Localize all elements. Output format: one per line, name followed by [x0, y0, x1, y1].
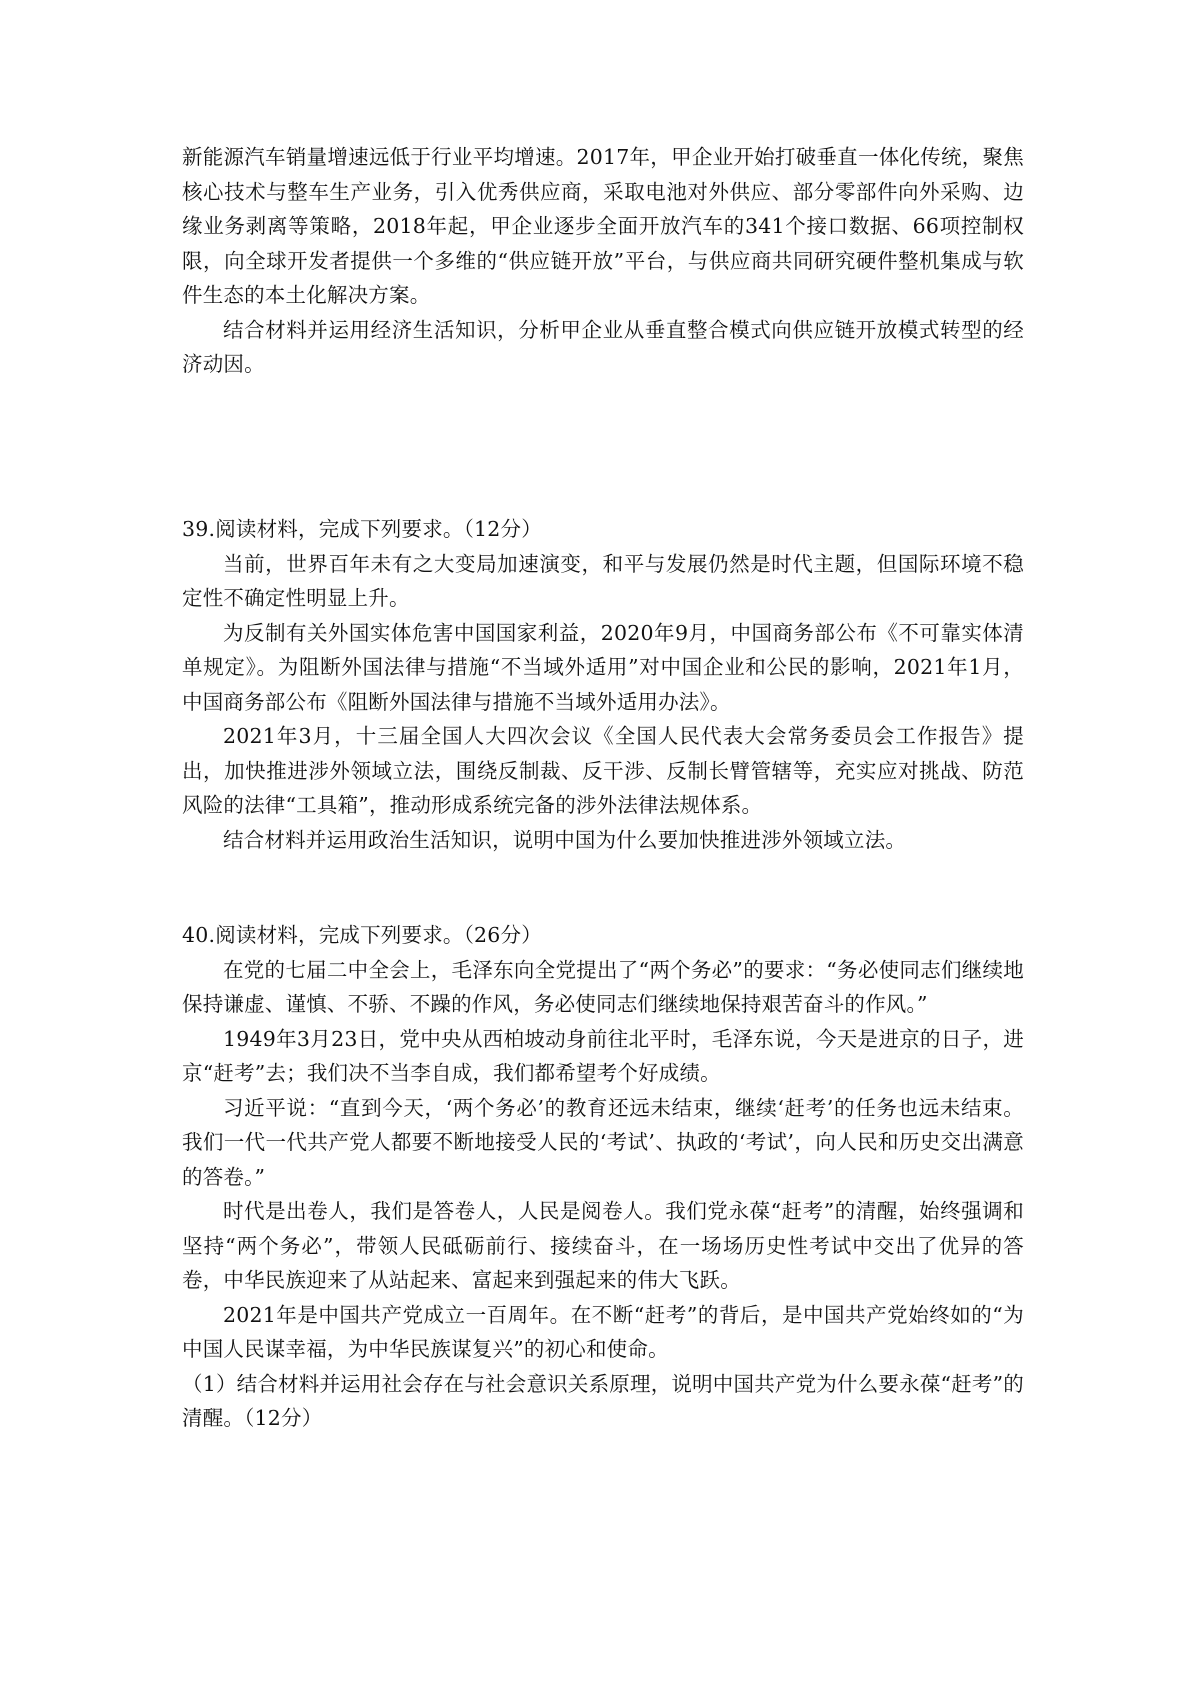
- q39-paragraph: 为反制有关外国实体危害中国国家利益，2020年9月，中国商务部公布《不可靠实体清单规定》。为阻断外国法律与措施“不当域外适用”对中国企业和公民的影响，2021年1月，中国商务部公布《阻断外国法律与措施不当域外适用办法》。: [182, 620, 1024, 714]
- q38-material-paragraph: 新能源汽车销量增速远低于行业平均增速。2017年，甲企业开始打破垂直一体化传统，聚焦核心技术与整车生产业务，引入优秀供应商，采取电池对外供应、部分零部件向外采购、边缘业务剥离等策略，2018年起，甲企业逐步全面开放汽车的341个接口数据、66项控制权限，向全球开发者提供一个多维的“供应链开放”平台，与供应商共同研究硬件整机集成与软件生态的本土化解决方案。: [182, 145, 1024, 307]
- question-39: [182, 512, 1024, 857]
- q39-paragraph: 2021年3月，十三届全国人大四次会议《全国人民代表大会常务委员会工作报告》提出，加快推进涉外领域立法，围绕反制裁、反干涉、反制长臂管辖等，充实应对挑战、防范风险的法律“工具箱”，推动形成系统完备的涉外法律法规体系。: [182, 724, 1024, 817]
- q40-paragraph: 习近平说：“直到今天，‘两个务必’的教育还远未结束，继续‘赶考’的任务也远未结束。我们一代一代共产党人都要不断地接受人民的‘考试’、执政的‘考试’，向人民和历史交出满意的答卷。”: [182, 1095, 1024, 1189]
- question-40: [182, 918, 1024, 1436]
- question-38-tail: [182, 140, 1024, 382]
- q40-heading: 40.阅读材料，完成下列要求。（26分）: [182, 923, 542, 947]
- q39-paragraph: 当前，世界百年未有之大变局加速演变，和平与发展仍然是时代主题，但国际环境不稳定性不确定性明显上升。: [182, 551, 1024, 610]
- q38-task: 结合材料并运用经济生活知识，分析甲企业从垂直整合模式向供应链开放模式转型的经济动因。: [182, 317, 1024, 376]
- q40-paragraph: 在党的七届二中全会上，毛泽东向全党提出了“两个务必”的要求：“务必使同志们继续地保持谦虚、谨慎、不骄、不躁的作风，务必使同志们继续地保持艰苦奋斗的作风。”: [182, 957, 1024, 1016]
- q39-task: 结合材料并运用政治生活知识，说明中国为什么要加快推进涉外领域立法。: [223, 827, 907, 852]
- q40-paragraph: 时代是出卷人，我们是答卷人，人民是阅卷人。我们党永葆“赶考”的清醒，始终强调和坚持“两个务必”，带领人民砥砺前行、接续奋斗，在一场场历史性考试中交出了优异的答卷，中华民族迎来了从站起来、富起来到强起来的伟大飞跃。: [182, 1199, 1024, 1292]
- q40-paragraph: 1949年3月23日，党中央从西柏坡动身前往北平时，毛泽东说，今天是进京的日子，进京“赶考”去；我们决不当李自成，我们都希望考个好成绩。: [182, 1026, 1024, 1085]
- q39-heading: 39.阅读材料，完成下列要求。（12分）: [182, 517, 542, 541]
- q40-paragraph: 2021年是中国共产党成立一百周年。在不断“赶考”的背后，是中国共产党始终如的“为中国人民谋幸福，为中华民族谋复兴”的初心和使命。: [182, 1302, 1024, 1361]
- q40-sub-question-1: （1）结合材料并运用社会存在与社会意识关系原理，说明中国共产党为什么要永葆“赶考”的清醒。（12分）: [182, 1371, 1024, 1430]
